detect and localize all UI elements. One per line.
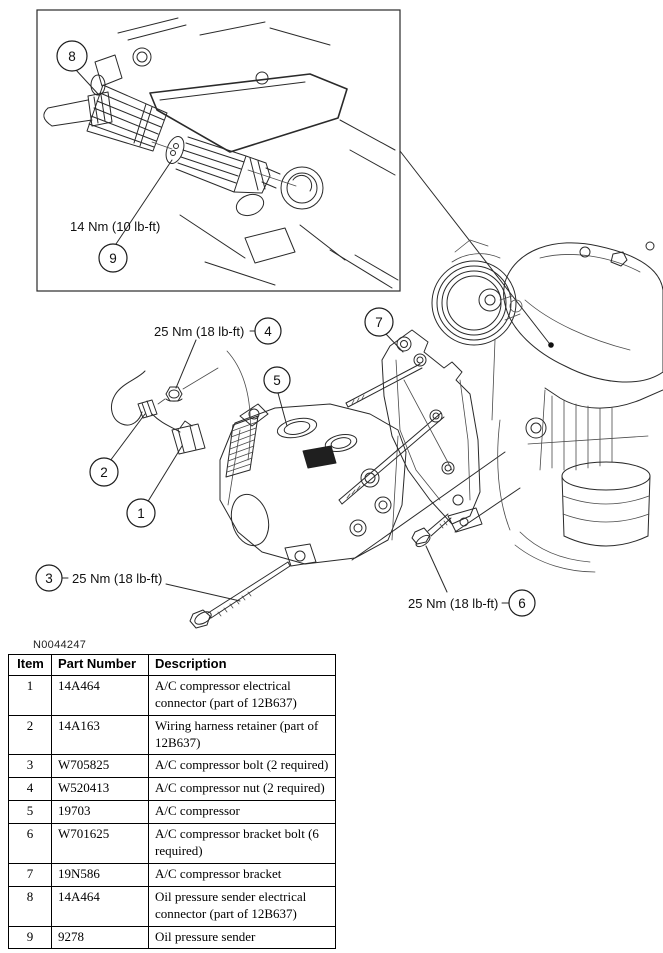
compressor-nut-drawing: [158, 368, 218, 404]
part-number-cell: 14A163: [52, 715, 149, 755]
leader-callout-2: [110, 414, 145, 461]
svg-text:1: 1: [137, 506, 145, 521]
table-row: [9, 824, 336, 864]
description-cell: Oil pressure sender electrical connector (part of 12B637): [149, 886, 336, 926]
part-number-cell: 14A464: [52, 675, 149, 715]
svg-text:5: 5: [273, 373, 281, 388]
table-row: [9, 886, 336, 926]
table-row: [9, 755, 336, 778]
compressor-bolt-drawing: [190, 562, 290, 628]
compressor-drawing: [220, 351, 406, 566]
description-cell: A/C compressor nut (2 required): [149, 778, 336, 801]
leader-callout-4: [176, 340, 196, 388]
svg-text:6: 6: [518, 596, 526, 611]
description-cell: A/C compressor bracket: [149, 863, 336, 886]
table-row: [9, 778, 336, 801]
item-cell: 2: [9, 715, 52, 755]
torque-label-inset: 14 Nm (10 lb-ft): [70, 219, 161, 234]
description-cell: A/C compressor bolt (2 required): [149, 755, 336, 778]
description-cell: A/C compressor: [149, 801, 336, 824]
callout-4: [255, 318, 281, 344]
part-number-cell: 19703: [52, 801, 149, 824]
table-row: [9, 675, 336, 715]
leader-callout-5: [278, 393, 287, 426]
item-cell: 4: [9, 778, 52, 801]
leader-callout-1: [147, 446, 182, 503]
torque-label-6: 25 Nm (18 lb-ft): [408, 596, 499, 611]
torque-label-4: 25 Nm (18 lb-ft): [154, 324, 245, 339]
item-cell: 9: [9, 926, 52, 949]
compressor-connector-drawing: [172, 421, 205, 454]
callout-2: [90, 458, 118, 486]
svg-text:3: 3: [45, 571, 53, 586]
oil-pressure-sender-connector-drawing: [44, 85, 167, 151]
engine-drawing: [432, 240, 663, 572]
part-number-cell: 14A464: [52, 886, 149, 926]
inset-detail-box: [37, 10, 400, 291]
part-number-cell: W701625: [52, 824, 149, 864]
bracket-drawing: [382, 330, 482, 532]
figure-id: N0044247: [33, 639, 87, 651]
table-header-item: Item: [9, 655, 52, 676]
leader-callout-8: [76, 70, 99, 95]
description-cell: Wiring harness retainer (part of 12B637): [149, 715, 336, 755]
inset-engine-background: [91, 18, 398, 288]
table-header-part-number: Part Number: [52, 655, 149, 676]
part-number-cell: 9278: [52, 926, 149, 949]
part-number-cell: 19N586: [52, 863, 149, 886]
svg-text:8: 8: [68, 49, 76, 64]
description-cell: A/C compressor electrical connector (part of 12B637): [149, 675, 336, 715]
item-cell: 1: [9, 675, 52, 715]
table-header-row: [9, 655, 336, 676]
table-row: [9, 863, 336, 886]
leader-callout-3: [166, 584, 240, 601]
svg-text:7: 7: [375, 315, 383, 330]
svg-text:9: 9: [109, 251, 117, 266]
bracket-bolt-drawing: [412, 514, 451, 549]
description-cell: A/C compressor bracket bolt (6 required): [149, 824, 336, 864]
table-row: [9, 715, 336, 755]
parts-table: [8, 654, 336, 949]
callout-3: [36, 565, 62, 591]
callout-1: [127, 499, 155, 527]
leader-callout-6: [426, 546, 447, 592]
svg-text:2: 2: [100, 465, 108, 480]
part-number-cell: W520413: [52, 778, 149, 801]
wiring-harness-drawing: [111, 371, 180, 432]
oil-pressure-sender-drawing: [152, 134, 296, 193]
table-row: [9, 926, 336, 949]
item-cell: 3: [9, 755, 52, 778]
item-cell: 5: [9, 801, 52, 824]
description-cell: Oil pressure sender: [149, 926, 336, 949]
item-cell: 7: [9, 863, 52, 886]
svg-text:4: 4: [264, 324, 272, 339]
callout-5: [264, 367, 290, 393]
table-row: [9, 801, 336, 824]
table-header-description: Description: [149, 655, 336, 676]
callout-9: [99, 244, 127, 272]
item-cell: 8: [9, 886, 52, 926]
callout-8: [57, 41, 87, 71]
inset-reference-leader: [400, 151, 554, 348]
torque-label-3: 25 Nm (18 lb-ft): [72, 571, 163, 586]
callout-7: [365, 308, 393, 336]
part-number-cell: W705825: [52, 755, 149, 778]
callout-6: [509, 590, 535, 616]
item-cell: 6: [9, 824, 52, 864]
